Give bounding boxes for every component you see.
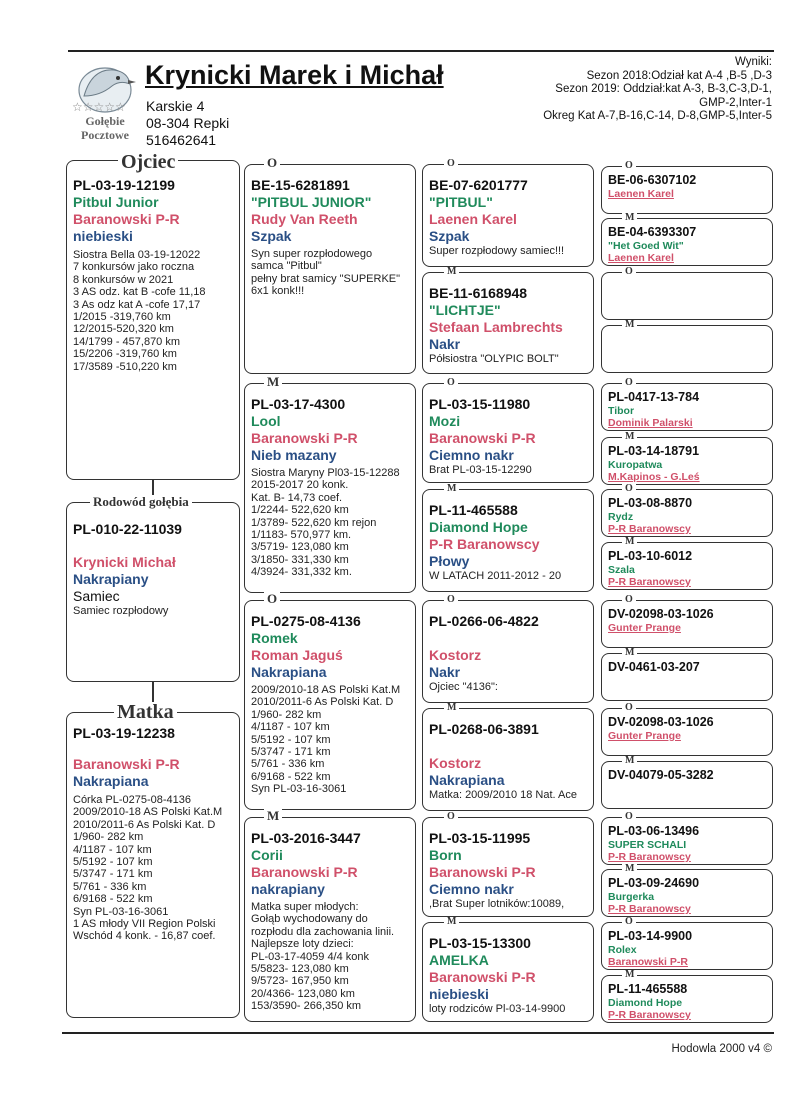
ffm-color: Nakr [429,336,461,352]
fm-info [251,467,411,579]
pedigree-label: Rodowód gołębia [90,495,192,509]
ancestor-name: Szala [608,564,635,576]
ancestor-card [601,600,773,648]
subject-owner: Krynicki Michał [73,554,176,570]
info-line: 6/9168 - 522 km [73,893,153,906]
header-top-rule [68,50,774,52]
ff-ring: BE-15-6281891 [251,177,350,193]
ancestor-ring: PL-03-14-18791 [608,444,700,458]
fmf-owner: Baranowski P-R [429,430,536,446]
mmf-card [422,817,594,917]
ff-name: "PITBUL JUNIOR" [251,194,372,210]
ancestor-ring: BE-06-6307102 [608,173,697,187]
fff-color: Szpak [429,228,470,244]
dam-label: M [622,320,637,330]
sire-label: O [622,161,636,171]
sire-label: O [622,812,636,822]
info-line: 4/1187 - 107 km [251,721,330,734]
fmm-color: Płowy [429,553,470,569]
ancestor-ring: PL-03-09-24690 [608,876,700,890]
mmm-name: AMELKA [429,952,489,968]
address-line: 08-304 Repki [146,115,230,131]
results-line: Wyniki: [735,56,772,68]
info-line: 6x1 konk!!! [251,285,305,298]
info-line: 5/3747 - 171 km [251,746,331,759]
fm-label: M [264,375,282,389]
subject-card [66,502,240,682]
ancestor-card [601,975,773,1023]
mmm-owner: Baranowski P-R [429,969,536,985]
ancestor-name: Burgerka [608,891,655,903]
mm-name: Corii [251,847,283,863]
dam-label: M [622,864,637,874]
results-line: GMP-2,Inter-1 [699,96,772,109]
dam-label: M [622,537,637,547]
mff-ring: PL-0266-06-4822 [429,613,539,629]
sire-label: O [622,595,636,605]
ancestor-owner: Gunter Prange [608,730,681,742]
mm-color: nakrapiany [251,881,325,897]
ancestor-card [601,489,773,537]
info-line: 153/3590- 266,350 km [251,1000,362,1013]
mmm-card [422,922,594,1022]
ancestor-ring: DV-0461-03-207 [608,660,700,674]
mother-owner: Baranowski P-R [73,756,180,772]
ancestor-ring: DV-02098-03-1026 [608,607,714,621]
father-owner: Baranowski P-R [73,211,180,227]
father-label: Ojciec [118,152,178,172]
logo [70,56,140,146]
info-line: 4/1187 - 107 km [73,843,152,856]
mm-ring: PL-03-2016-3447 [251,830,361,846]
ancestor-card [601,922,773,970]
ancestor-ring: DV-02098-03-1026 [608,715,714,729]
ancestor-owner: P-R Baranowscy [608,903,691,915]
ancestor-card [601,869,773,917]
father-name: Pitbul Junior [73,194,159,210]
mff-info: Ojciec "4136": [429,681,498,693]
ff-owner: Rudy Van Reeth [251,211,358,227]
dam-label: M [622,432,637,442]
ancestor-ring: PL-03-14-9900 [608,929,693,943]
mf-label: O [264,592,280,606]
subject-color: Nakrapiany [73,571,149,587]
mother-label: Matka [114,702,177,722]
ff-card [244,164,416,374]
mmf-label: O [444,812,458,822]
info-line: 5/5823- 123,080 km [251,963,349,976]
mf-ring: PL-0275-08-4136 [251,613,361,629]
info-line: Wschód 4 konk. - 16,87 coef. [73,930,216,943]
info-line: Najlepsze loty dzieci: [251,938,354,951]
mf-owner: Roman Jaguś [251,647,343,663]
ff-color: Szpak [251,228,292,244]
ancestor-ring: DV-04079-05-3282 [608,768,714,782]
mfm-info: Matka: 2009/2010 18 Nat. Ace [429,789,577,801]
dam-label: M [622,213,637,223]
info-line: Syn PL-03-16-3061 [251,783,347,796]
ancestor-name: Kuropatwa [608,459,663,471]
fm-owner: Baranowski P-R [251,430,358,446]
info-line: Matka super młodych: [251,901,359,913]
ancestor-card [601,653,773,701]
mmf-owner: Baranowski P-R [429,864,536,880]
mmm-ring: PL-03-15-13300 [429,935,531,951]
results-line: Sezon 2019: Oddział:kat A-3, B-3,C-3,D-1, [555,83,772,95]
mff-label: O [444,595,458,605]
fmf-name: Mozi [429,413,461,429]
mm-info [251,901,411,1013]
ancestor-card [601,708,773,756]
info-line: 3 As odz kat A -cofe 17,17 [73,298,201,311]
info-line: 5/761 - 336 km [251,758,325,771]
ancestor-ring: PL-0417-13-784 [608,390,700,404]
ancestor-name: Tibor [608,405,635,417]
breeder-title: Krynicki Marek i Michał [145,60,444,90]
fmf-label: O [444,378,458,388]
info-line: 3/5719- 123,080 km [251,541,349,554]
results-block [543,56,772,124]
ancestor-owner: P-R Baranowscy [608,1009,691,1021]
logo-text: Gołębie Pocztowe [81,114,129,142]
footer-rule [62,1032,774,1034]
results-line: Okreg Kat A-7,B-16,C-14, D-8,GMP-5,Inter-5 [543,110,772,122]
mf-name: Romek [251,630,298,646]
ancestor-owner: Baranowski P-R [608,956,688,968]
info-line: 2009/2010-18 AS Polski Kat.M [251,684,401,696]
info-line: 1/960- 282 km [251,708,322,721]
footer-text: Hodowla 2000 v4 © [671,1043,772,1055]
mf-info [251,684,411,796]
info-line: 3 AS odz. kat B -cofe 11,18 [73,286,206,299]
info-line: 1/3789- 522,620 km rejon [251,516,377,529]
ancestor-owner: P-R Baranowscy [608,851,691,863]
info-line: 2010/2011-6 As Polski Kat. D [73,818,216,831]
fmm-info: W LATACH 2011-2012 - 20 [429,570,562,582]
subject-sex: Samiec [73,588,120,604]
info-line: rozpłodu dla zachowania linii. [251,925,395,938]
fm-color: Nieb mazany [251,447,337,463]
info-line: 1/2244- 522,620 km [251,504,349,517]
info-line: 5/5192 - 107 km [251,733,331,746]
info-line: 2010/2011-6 As Polski Kat. D [251,696,394,709]
info-line: Gołąb wychodowany do [251,913,368,926]
father-ring: PL-03-19-12199 [73,177,175,193]
info-line: Siostra Maryny Pl03-15-12288 [251,467,400,479]
info-line: 8 konkursów w 2021 [73,273,174,286]
ancestor-owner: Gunter Prange [608,622,681,634]
ancestor-owner: Laenen Karel [608,188,674,200]
mother-color: Nakrapiana [73,773,149,789]
info-line: 4/3924- 331,332 km. [251,566,352,579]
fmf-color: Ciemno nakr [429,447,514,463]
info-line: 17/3589 -510,220 km [73,360,177,373]
info-line: 6/9168 - 522 km [251,770,331,783]
ffm-info: Półsiostra "OLYPIC BOLT" [429,353,559,365]
ancestor-ring: PL-11-465588 [608,982,688,996]
ffm-label: M [444,267,459,277]
subject-ring: PL-010-22-11039 [73,521,182,537]
fff-name: "PITBUL" [429,194,493,210]
ancestor-ring: PL-03-06-13496 [608,824,700,838]
info-line: 2015-2017 20 konk. [251,479,349,492]
fff-info: Super rozpłodowy samiec!!! [429,245,565,257]
info-line: Kat. B- 14,73 coef. [251,491,343,504]
ancestor-card [601,761,773,809]
fff-card [422,164,594,267]
fm-card [244,383,416,593]
ancestor-name: SUPER SCHALI [608,839,687,851]
sire-label: O [622,703,636,713]
mfm-ring: PL-0268-06-3891 [429,721,539,737]
mmm-color: niebieski [429,986,489,1002]
info-line: 7 konkursów jako roczna [73,261,195,274]
ancestor-name: "Het Goed Wit" [608,240,684,252]
ancestor-card [601,437,773,485]
fmm-card [422,489,594,592]
fmm-name: Diamond Hope [429,519,528,535]
ffm-owner: Stefaan Lambrechts [429,319,563,335]
mother-card [66,712,240,1018]
info-line: 5/5192 - 107 km [73,856,153,869]
fmf-info: Brat PL-03-15-12290 [429,464,532,476]
info-line: 20/4366- 123,080 km [251,987,355,1000]
father-color: niebieski [73,228,133,244]
info-line: Córka PL-0275-08-4136 [73,794,192,806]
dam-label: M [622,970,637,980]
subject-note: Samiec rozpłodowy [73,605,169,617]
mf-color: Nakrapiana [251,664,327,680]
dam-label: M [622,756,637,766]
mfm-card [422,708,594,811]
fm-name: Lool [251,413,281,429]
mother-ring: PL-03-19-12238 [73,725,175,741]
logo-stars: ☆☆☆☆☆ [72,100,126,114]
mfm-color: Nakrapiana [429,772,505,788]
fff-label: O [444,159,458,169]
mmf-info: ,Brat Super lotników:10089, [429,898,565,910]
address-line: Karskie 4 [146,98,205,114]
ancestor-card [601,166,773,214]
mfm-label: M [444,703,459,713]
info-line: 9/5723- 167,950 km [251,975,349,988]
sire-label: O [622,917,636,927]
info-line: 3/1850- 331,330 km [251,553,349,566]
fff-owner: Laenen Karel [429,211,517,227]
ancestor-name: Diamond Hope [608,997,683,1009]
ancestor-card [601,325,773,373]
ancestor-card [601,218,773,266]
info-line: PL-03-17-4059 4/4 konk [251,950,370,963]
ff-info [251,248,411,298]
ancestor-ring: BE-04-6393307 [608,225,697,239]
ancestor-ring: PL-03-10-6012 [608,549,693,563]
info-line: Siostra Bella 03-19-12022 [73,249,201,261]
mmm-label: M [444,917,459,927]
info-line: 1/1183- 570,977 km. [251,529,352,542]
mother-info [73,794,235,943]
results-line: Sezon 2018:Odział kat A-4 ,B-5 ,D-3 [586,69,772,82]
mmf-name: Born [429,847,462,863]
mff-color: Nakr [429,664,461,680]
mf-card [244,600,416,810]
fff-ring: BE-07-6201777 [429,177,528,193]
mm-label: M [264,809,282,823]
mm-owner: Baranowski P-R [251,864,358,880]
ancestor-card [601,542,773,590]
mmf-color: Ciemno nakr [429,881,514,897]
fmm-label: M [444,484,459,494]
fmf-ring: PL-03-15-11980 [429,396,531,412]
phone-line: 516462641 [146,132,217,148]
fmm-ring: PL-11-465588 [429,502,518,518]
ancestor-card [601,272,773,320]
ancestor-card [601,383,773,431]
fm-ring: PL-03-17-4300 [251,396,346,412]
info-line: Syn PL-03-16-3061 [73,905,169,918]
mmm-info: loty rodziców Pl-03-14-9900 [429,1003,566,1015]
info-line: 1/960- 282 km [73,831,144,844]
ffm-ring: BE-11-6168948 [429,285,528,301]
mfm-owner: Kostorz [429,755,482,771]
ancestor-owner: P-R Baranowscy [608,523,691,535]
ff-label: O [264,156,280,170]
fmf-card [422,383,594,483]
info-line: 14/1799 - 457,870 km [73,335,181,348]
sire-label: O [622,267,636,277]
mm-card [244,817,416,1022]
info-line: Syn super rozpłodowego [251,248,373,260]
ancestor-name: Rydz [608,511,634,523]
sire-label: O [622,484,636,494]
ancestor-ring: PL-03-08-8870 [608,496,693,510]
info-line: 1 AS młody VII Region Polski [73,918,216,931]
dam-label: M [622,648,637,658]
ffm-card [422,272,594,374]
ancestor-owner: P-R Baranowscy [608,576,691,588]
mff-owner: Kostorz [429,647,482,663]
mmf-ring: PL-03-15-11995 [429,830,531,846]
ffm-name: "LICHTJE" [429,302,501,318]
ancestor-card [601,817,773,865]
ancestor-owner: Dominik Palarski [608,417,693,429]
sire-label: O [622,378,636,388]
mff-card [422,600,594,703]
ancestor-owner: M.Kapinos - G.Leś [608,471,700,483]
father-card [66,160,240,480]
fmm-owner: P-R Baranowscy [429,536,540,552]
info-line: 1/2015 -319,760 km [73,311,171,324]
info-line: 15/2206 -319,760 km [73,348,177,361]
info-line: 5/3747 - 171 km [73,868,153,881]
info-line: 2009/2010-18 AS Polski Kat.M [73,806,223,819]
ancestor-name: Rolex [608,944,637,956]
info-line: 12/2015-520,320 km [73,323,174,336]
father-info [73,249,235,373]
info-line: samca "Pitbul" [251,260,322,273]
info-line: 5/761 - 336 km [73,880,147,893]
info-line: pełny brat samicy "SUPERKE" [251,272,401,285]
breeder-address [146,98,229,149]
ancestor-owner: Laenen Karel [608,252,674,264]
